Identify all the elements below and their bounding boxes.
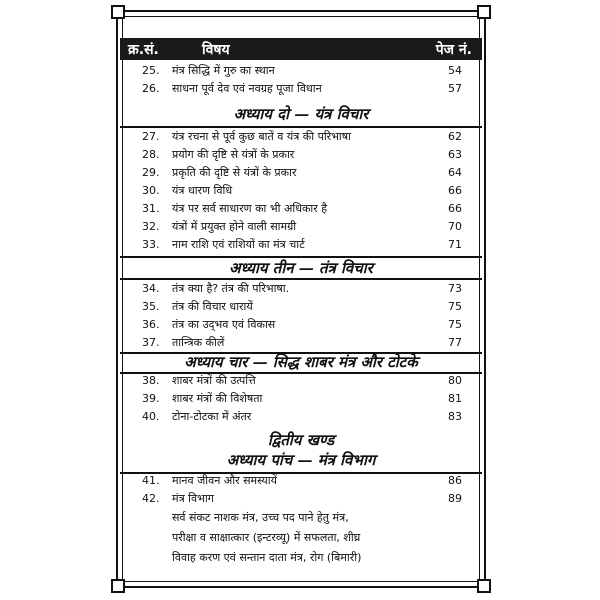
entry-title: मानव जीवन और समस्यायें — [172, 474, 278, 487]
chapter-heading: अध्याय पांच — मंत्र विभाग — [226, 451, 376, 469]
chapter-heading: अध्याय तीन — तंत्र विचार — [229, 259, 373, 277]
entry-number: 41. — [142, 474, 160, 487]
entry-title: तंत्र की विचार धारायें — [172, 300, 253, 313]
header-page-number: पेज नं. — [435, 42, 472, 58]
entry-title: साधना पूर्व देव एवं नवग्रह पूजा विधान — [172, 82, 322, 95]
entry-page: 83 — [448, 410, 462, 423]
entry-number: 31. — [142, 202, 160, 215]
toc-entry — [142, 298, 462, 316]
description-paragraph — [172, 508, 472, 568]
toc-entry — [142, 316, 462, 334]
entry-number: 40. — [142, 410, 160, 423]
entry-number: 39. — [142, 392, 160, 405]
description-line: सर्व संकट नाशक मंत्र, उच्च पद पाने हेतु मंत्र, — [172, 511, 349, 524]
entry-number: 42. — [142, 492, 160, 505]
corner-ornament — [477, 579, 491, 593]
entry-number: 30. — [142, 184, 160, 197]
toc-entry — [142, 218, 462, 236]
corner-ornament — [111, 579, 125, 593]
entry-page: 75 — [448, 318, 462, 331]
toc-entry — [142, 164, 462, 182]
entry-number: 28. — [142, 148, 160, 161]
toc-entry — [142, 128, 462, 146]
entry-page: 77 — [448, 336, 462, 349]
toc-entry — [142, 182, 462, 200]
entry-number: 26. — [142, 82, 160, 95]
entry-title: शाबर मंत्रों की विशेषता — [172, 392, 263, 405]
entry-title: यंत्र पर सर्व साधारण का भी अधिकार है — [172, 202, 328, 215]
entry-page: 66 — [448, 202, 462, 215]
toc-entry — [142, 146, 462, 164]
toc-entry — [142, 472, 462, 490]
entry-title: तंत्र क्या है? तंत्र की परिभाषा. — [172, 282, 290, 295]
entry-page: 57 — [448, 82, 462, 95]
entry-page: 54 — [448, 64, 462, 77]
entry-title: तंत्र का उद्‌भव एवं विकास — [172, 318, 276, 331]
entry-title: नाम राशि एवं राशियों का मंत्र चार्ट — [172, 238, 305, 251]
entry-title: टोना-टोटका में अंतर — [172, 410, 252, 423]
entry-number: 35. — [142, 300, 160, 313]
entry-page: 66 — [448, 184, 462, 197]
entry-title: प्रयोग की दृष्टि से यंत्रों के प्रकार — [172, 148, 295, 161]
entry-page: 80 — [448, 374, 462, 387]
entry-number: 25. — [142, 64, 160, 77]
header-serial-number: क्र.सं. — [128, 42, 159, 58]
toc-entry — [142, 372, 462, 390]
entry-number: 37. — [142, 336, 160, 349]
entry-title: मंत्र विभाग — [172, 492, 214, 505]
entry-title: मंत्र सिद्धि में गुरु का स्थान — [172, 64, 275, 77]
toc-entry — [142, 62, 462, 80]
entry-title: तान्त्रिक कीलें — [172, 336, 225, 349]
toc-entry — [142, 280, 462, 298]
corner-ornament — [111, 5, 125, 19]
corner-ornament — [477, 5, 491, 19]
entry-page: 62 — [448, 130, 462, 143]
table-header — [120, 38, 482, 60]
toc-entry — [142, 236, 462, 254]
entry-title: यंत्र धारण विधि — [172, 184, 233, 197]
header-subject: विषय — [202, 42, 230, 58]
toc-entry — [142, 200, 462, 218]
entry-page: 64 — [448, 166, 462, 179]
toc-entry — [142, 390, 462, 408]
entry-page: 75 — [448, 300, 462, 313]
entry-number: 38. — [142, 374, 160, 387]
entry-page: 73 — [448, 282, 462, 295]
part-heading: द्वितीय खण्ड — [267, 431, 335, 449]
chapter-heading: अध्याय चार — सिद्ध शाबर मंत्र और टोटके — [184, 353, 418, 371]
entry-title: प्रकृति की दृष्टि से यंत्रों के प्रकार — [172, 166, 297, 179]
entry-title: शाबर मंत्रों की उत्पत्ति — [172, 374, 256, 387]
description-line: विवाह करण एवं सन्तान दाता मंत्र, रोग (बिमारी) — [172, 551, 362, 564]
description-line: परीक्षा व साक्षात्कार (इन्टरव्यू) में सफलता, शीघ्र — [172, 531, 361, 544]
entry-page: 71 — [448, 238, 462, 251]
chapter-heading: अध्याय दो — यंत्र विचार — [233, 105, 369, 123]
entry-page: 86 — [448, 474, 462, 487]
entry-title: यंत्रों में प्रयुक्त होने वाली सामग्री — [172, 220, 297, 233]
toc-entry — [142, 334, 462, 352]
entry-page: 70 — [448, 220, 462, 233]
entry-page: 81 — [448, 392, 462, 405]
entry-number: 33. — [142, 238, 160, 251]
entry-number: 27. — [142, 130, 160, 143]
toc-entry — [142, 490, 462, 508]
entry-page: 63 — [448, 148, 462, 161]
entry-number: 32. — [142, 220, 160, 233]
entry-number: 36. — [142, 318, 160, 331]
entry-page: 89 — [448, 492, 462, 505]
toc-entry — [142, 80, 462, 98]
toc-entry — [142, 408, 462, 426]
entry-number: 34. — [142, 282, 160, 295]
entry-title: यंत्र रचना से पूर्व कुछ बातें व यंत्र की परिभाषा — [172, 130, 351, 143]
entry-number: 29. — [142, 166, 160, 179]
